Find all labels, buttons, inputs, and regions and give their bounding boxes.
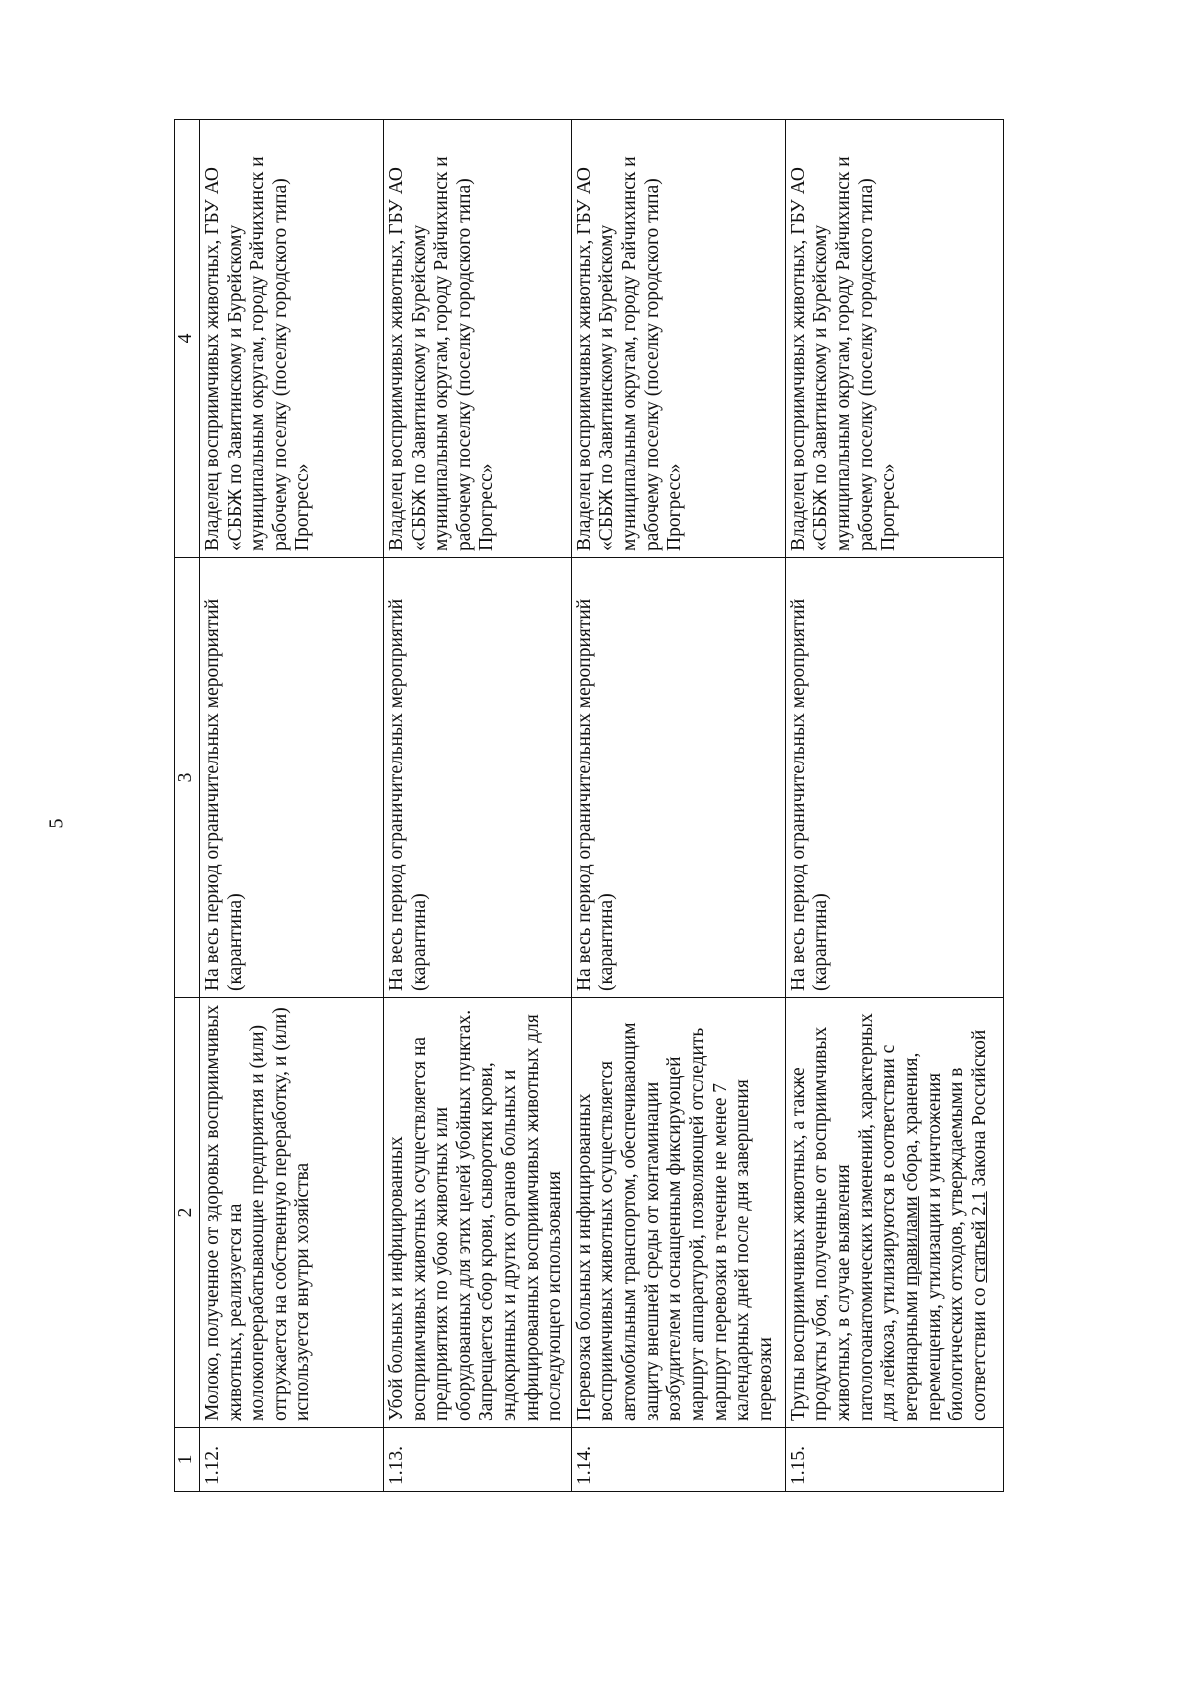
measure-text-part: Трупы восприимчивых животных, а также продукты убоя, полученные от восприимчивых животных, в случае выявления патологоанатомических изменений, характерных для лейкоза, утилизируются в соответствии с ветеринарными [787,1013,922,1421]
responsible-text: Владелец восприимчивых животных, ГБУ АО «СББЖ по Завитинскому и Бурейскому муниципальным округам, городу Райчихинск и рабочему поселку (поселку городского типа) Прогресс» [384,120,572,558]
responsible-text: Владелец восприимчивых животных, ГБУ АО «СББЖ по Завитинскому и Бурейскому муниципальным округам, городу Райчихинск и рабочему поселку (поселку городского типа) Прогресс» [785,120,1003,558]
table-row [785,120,1003,1492]
period-text: На весь период ограничительных мероприятий (карантина) [785,558,1003,998]
measure-text-part: сбора, хранения, перемещения, утилизации и уничтожения биологических отходов, утверждаемыми в соответствии со [900,1052,990,1421]
measure-text [785,998,1003,1428]
period-text: На весь период ограничительных мероприятий (карантина) [200,558,384,998]
article-link[interactable]: статьей 2.1 [968,1191,990,1283]
measure-text: Перевозка больных и инфицированных восприимчивых животных осуществляется автомобильным транспортом, обеспечивающим защиту внешней среды от контаминации возбудителем и оснащенным фиксирующей маршрут аппаратурой, позволяющей отследить маршрут перевозки в течение не менее 7 календарных дней после дня завершения перевозки [571,998,785,1428]
table-row [384,120,572,1492]
rotated-table-container [174,120,1004,1492]
measure-text-part: Закона Российской [968,1029,990,1192]
header-col-1: 1 [175,1428,200,1492]
row-number: 1.12. [200,1428,384,1492]
period-text: На весь период ограничительных мероприятий (карантина) [384,558,572,998]
measure-text: Молоко, полученное от здоровых восприимчивых животных, реализуется на молокоперерабатывающие предприятия и (или) отгружается на собственную переработку, и (или) используется внутри хозяйства [200,998,384,1428]
table-header-row [175,120,200,1492]
responsible-text: Владелец восприимчивых животных, ГБУ АО «СББЖ по Завитинскому и Бурейскому муниципальным округам, городу Райчихинск и рабочему поселку (поселку городского типа) Прогресс» [200,120,384,558]
header-col-2: 2 [175,998,200,1428]
measures-table [174,119,1004,1492]
table-row [200,120,384,1492]
header-col-4: 4 [175,120,200,558]
period-text: На весь период ограничительных мероприятий (карантина) [571,558,785,998]
measure-text: Убой больных и инфицированных восприимчивых животных осуществляется на предприятиях по убою животных или оборудованных для этих целей убойных пунктах. Запрещается сбор крови, сыворотки крови, эндокринных и других органов больных и инфицированных восприимчивых животных для последующего использования [384,998,572,1428]
row-number: 1.13. [384,1428,572,1492]
row-number: 1.14. [571,1428,785,1492]
page-number: 5 [45,818,68,829]
table-row [571,120,785,1492]
rules-link[interactable]: правилами [900,1196,922,1286]
row-number: 1.15. [785,1428,1003,1492]
responsible-text: Владелец восприимчивых животных, ГБУ АО «СББЖ по Завитинскому и Бурейскому муниципальным округам, городу Райчихинск и рабочему поселку (поселку городского типа) Прогресс» [571,120,785,558]
header-col-3: 3 [175,558,200,998]
